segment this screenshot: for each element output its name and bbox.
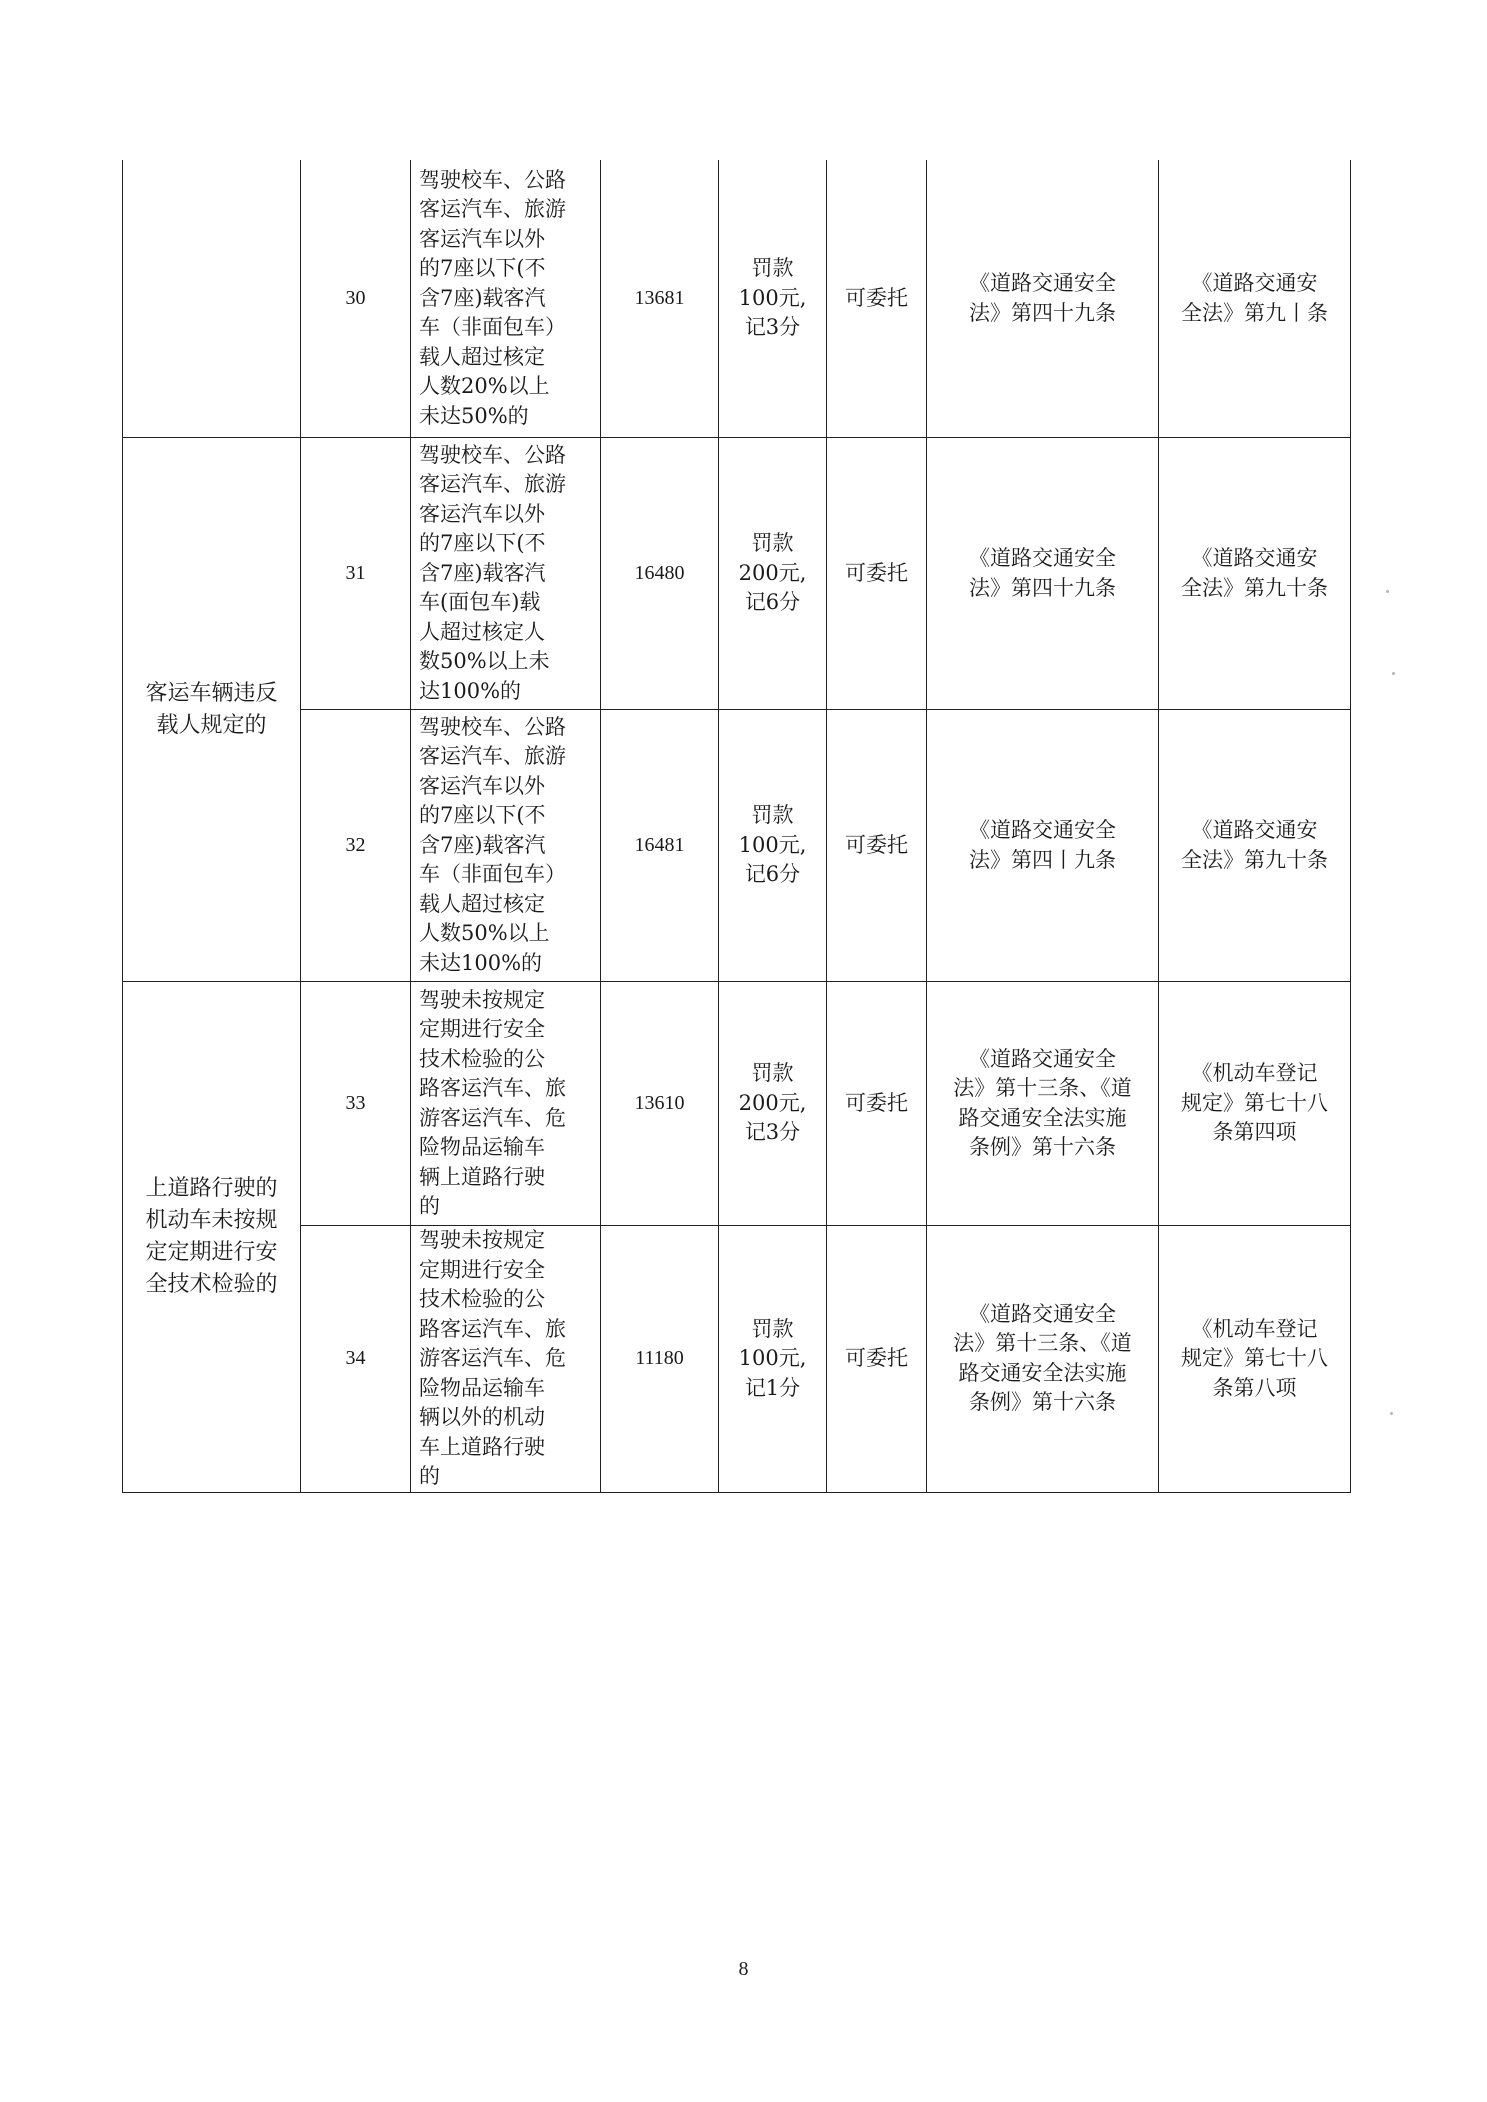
legal-basis-cell: 《道路交通安全 法》第四十九条 bbox=[927, 160, 1159, 438]
punishment-basis-cell: 《道路交通安 全法》第九十条 bbox=[1159, 710, 1351, 982]
violation-description-cell: 驾驶未按规定 定期进行安全 技术检验的公 路客运汽车、旅 游客运汽车、危 险物品运输车 辆以外的机动 车上道路行驶 的 bbox=[411, 1226, 601, 1493]
table-row bbox=[123, 982, 1351, 1226]
table-row bbox=[123, 438, 1351, 710]
table-row bbox=[123, 1226, 1351, 1493]
legal-basis-cell: 《道路交通安全 法》第十三条、《道 路交通安全法实施 条例》第十六条 bbox=[927, 1226, 1159, 1493]
row-number-cell: 33 bbox=[301, 982, 411, 1226]
row-number-cell: 34 bbox=[301, 1226, 411, 1493]
row-number-cell: 30 bbox=[301, 160, 411, 438]
legal-basis-cell: 《道路交通安全 法》第四丨九条 bbox=[927, 710, 1159, 982]
page-number: 8 bbox=[738, 1958, 749, 1980]
category-cell: 客运车辆违反 载人规定的 bbox=[123, 438, 301, 982]
category-cell bbox=[123, 160, 301, 438]
penalty-table bbox=[122, 160, 1351, 1493]
violation-code-cell: 16481 bbox=[601, 710, 719, 982]
scan-speck bbox=[1386, 590, 1389, 593]
entrust-cell: 可委托 bbox=[827, 438, 927, 710]
punishment-basis-cell: 《机动车登记 规定》第七十八 条第四项 bbox=[1159, 982, 1351, 1226]
legal-basis-cell: 《道路交通安全 法》第十三条、《道 路交通安全法实施 条例》第十六条 bbox=[927, 982, 1159, 1226]
violation-code-cell: 11180 bbox=[601, 1226, 719, 1493]
penalty-cell: 罚款 100元, 记6分 bbox=[719, 710, 827, 982]
violation-code-cell: 13610 bbox=[601, 982, 719, 1226]
entrust-cell: 可委托 bbox=[827, 982, 927, 1226]
entrust-cell: 可委托 bbox=[827, 160, 927, 438]
violation-description-cell: 驾驶校车、公路 客运汽车、旅游 客运汽车以外 的7座以下(不 含7座)载客汽 车（非面包车） 载人超过核定 人数20%以上 未达50%的 bbox=[411, 160, 601, 438]
violation-code-cell: 16480 bbox=[601, 438, 719, 710]
scan-speck bbox=[1390, 1412, 1393, 1415]
violation-description-cell: 驾驶校车、公路 客运汽车、旅游 客运汽车以外 的7座以下(不 含7座)载客汽 车（非面包车） 载人超过核定 人数50%以上 未达100%的 bbox=[411, 710, 601, 982]
entrust-cell: 可委托 bbox=[827, 710, 927, 982]
punishment-basis-cell: 《道路交通安 全法》第九十条 bbox=[1159, 438, 1351, 710]
row-number-cell: 32 bbox=[301, 710, 411, 982]
punishment-basis-cell: 《机动车登记 规定》第七十八 条第八项 bbox=[1159, 1226, 1351, 1493]
scan-speck bbox=[1392, 672, 1395, 675]
table-row bbox=[123, 160, 1351, 438]
table-row bbox=[123, 710, 1351, 982]
penalty-cell: 罚款 100元, 记1分 bbox=[719, 1226, 827, 1493]
penalty-cell: 罚款 200元, 记3分 bbox=[719, 982, 827, 1226]
row-number-cell: 31 bbox=[301, 438, 411, 710]
penalty-cell: 罚款 200元, 记6分 bbox=[719, 438, 827, 710]
legal-basis-cell: 《道路交通安全 法》第四十九条 bbox=[927, 438, 1159, 710]
violation-code-cell: 13681 bbox=[601, 160, 719, 438]
punishment-basis-cell: 《道路交通安 全法》第九丨条 bbox=[1159, 160, 1351, 438]
entrust-cell: 可委托 bbox=[827, 1226, 927, 1493]
category-cell: 上道路行驶的 机动车未按规 定定期进行安 全技术检验的 bbox=[123, 982, 301, 1493]
violation-description-cell: 驾驶未按规定 定期进行安全 技术检验的公 路客运汽车、旅 游客运汽车、危 险物品运输车 辆上道路行驶 的 bbox=[411, 982, 601, 1226]
violation-description-cell: 驾驶校车、公路 客运汽车、旅游 客运汽车以外 的7座以下(不 含7座)载客汽 车(面包车)载 人超过核定人 数50%以上未 达100%的 bbox=[411, 438, 601, 710]
penalty-cell: 罚款 100元, 记3分 bbox=[719, 160, 827, 438]
